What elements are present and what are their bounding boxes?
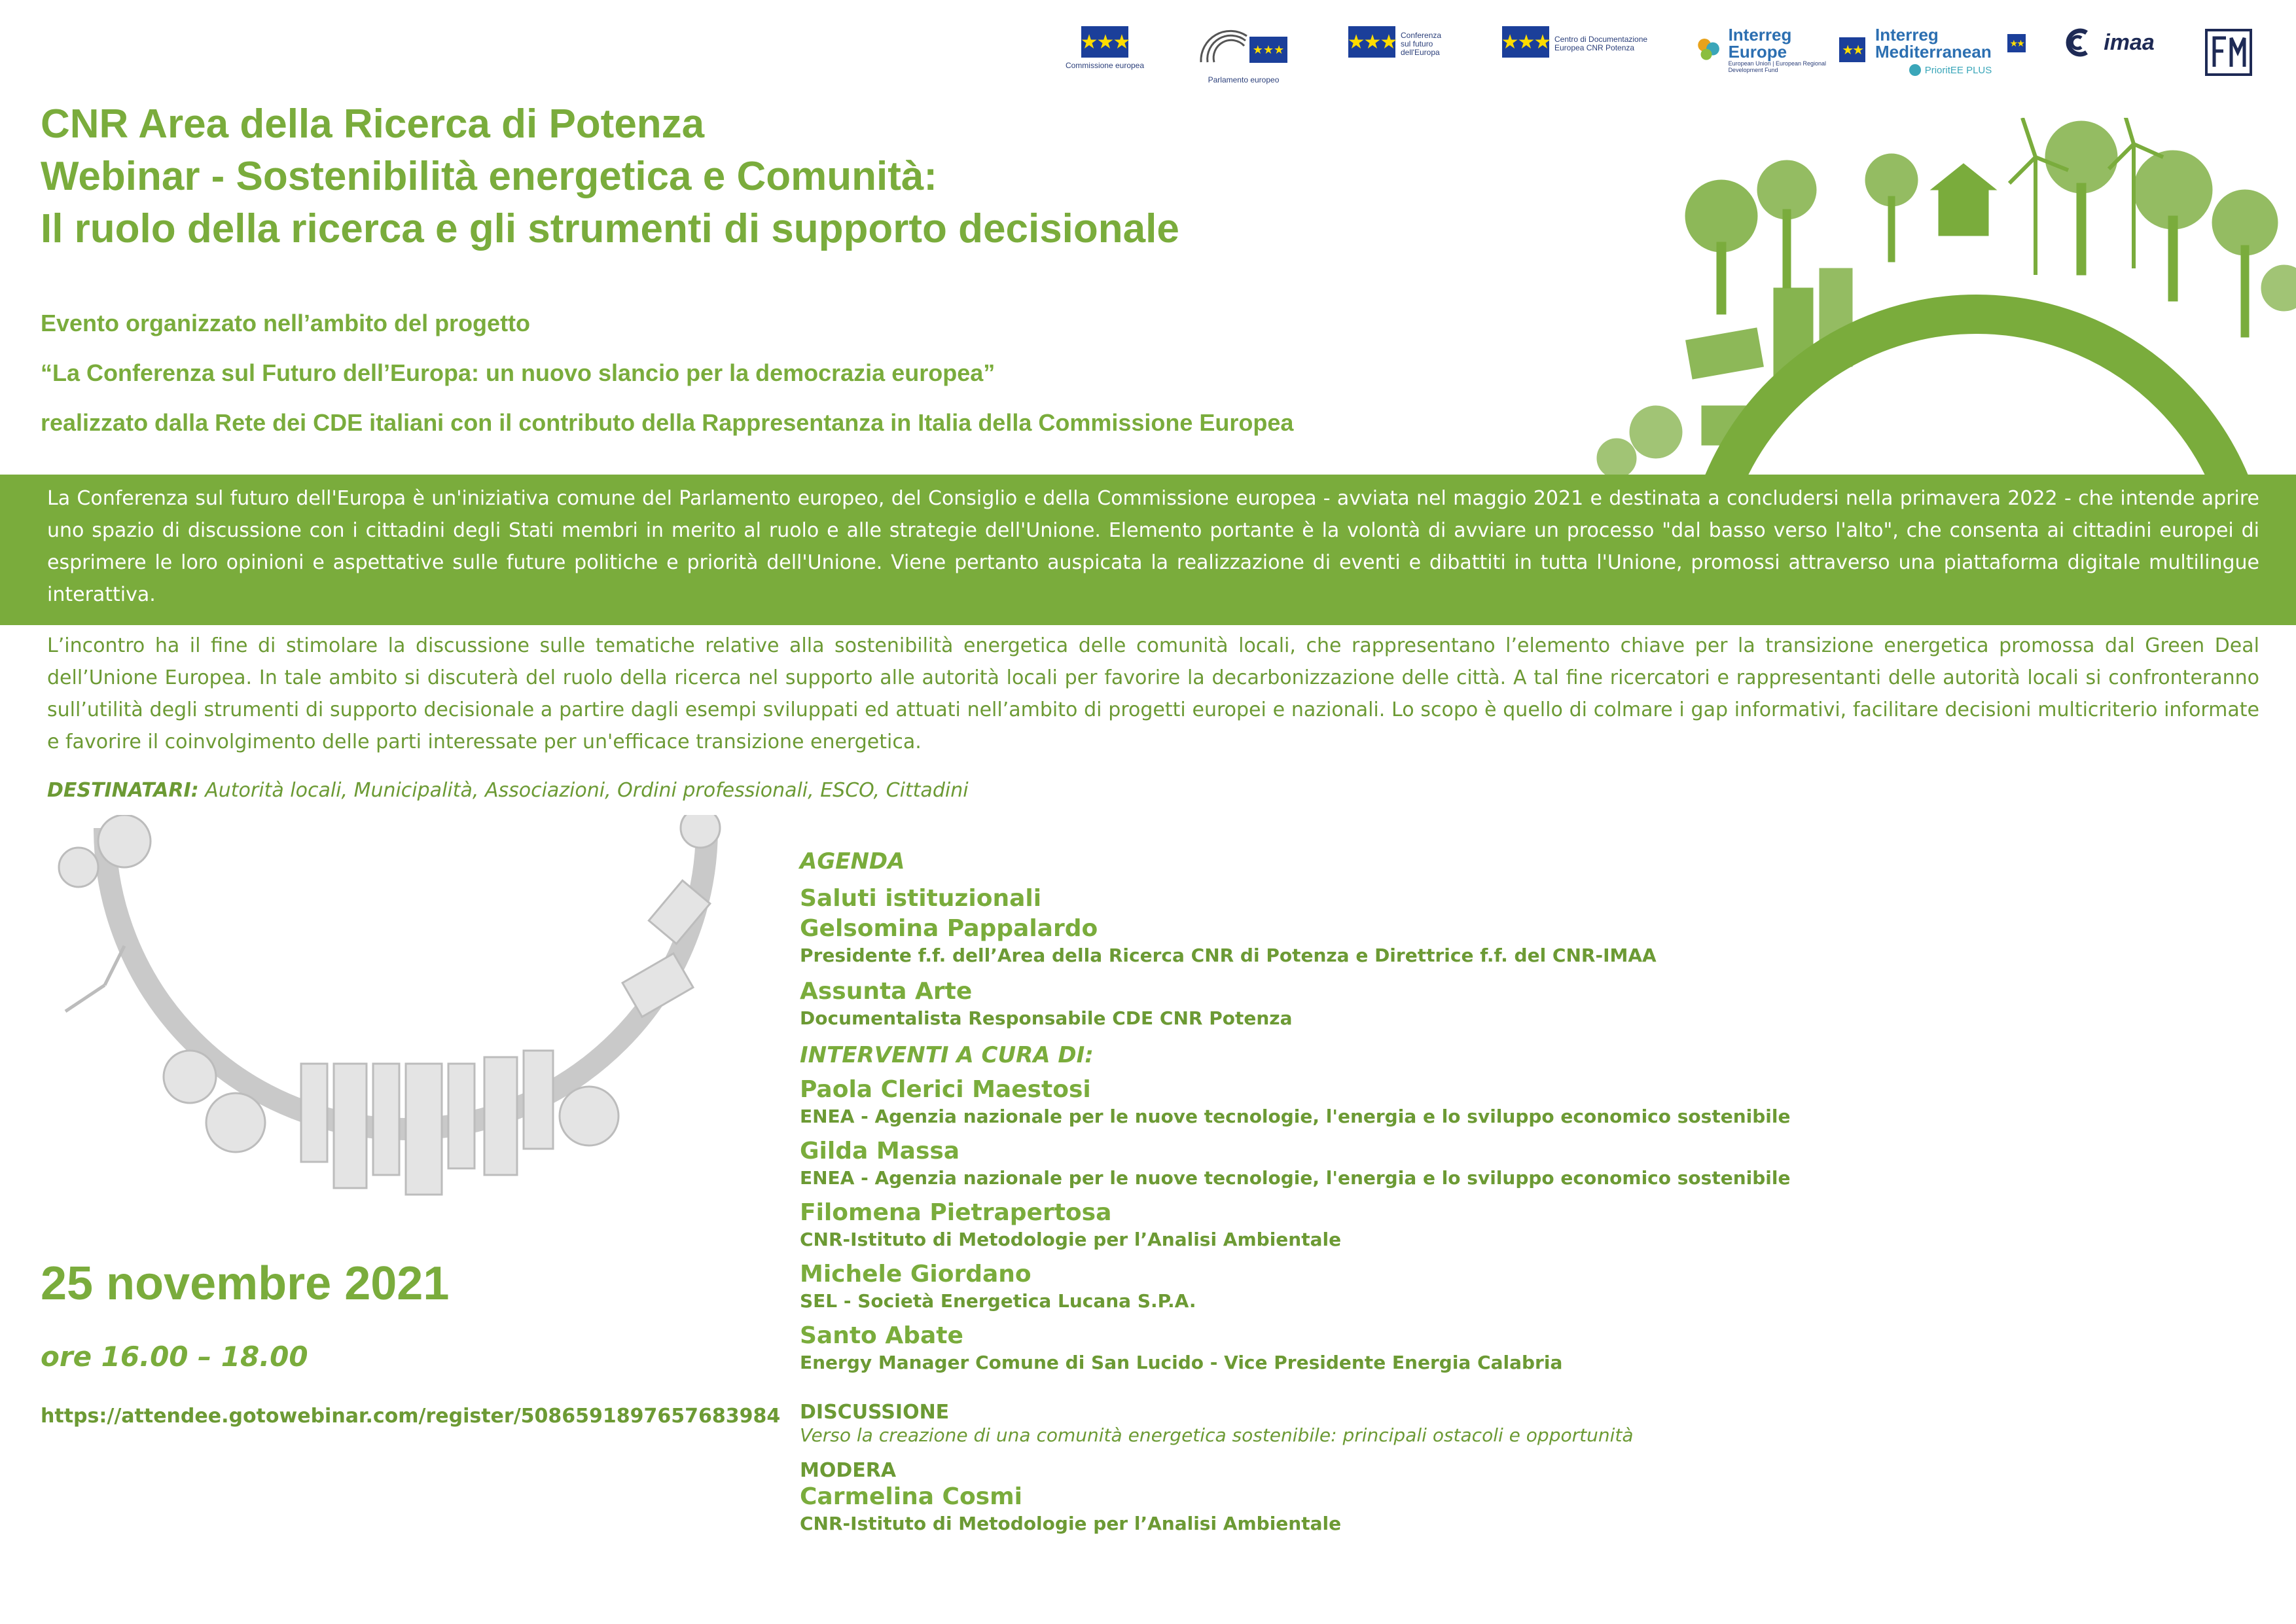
conference-future-europe-logo: ★★★ Conferenza sul futuro dell'Europa (1348, 26, 1453, 58)
project-line-2: “La Conferenza sul Futuro dell’Europa: un nuovo slancio per la democrazia europea” (41, 359, 996, 386)
partner-logos (1047, 26, 2265, 98)
title-line-2: Webinar - Sostenibilità energetica e Comunità: (41, 154, 937, 199)
tree-icon (1865, 154, 1918, 262)
speaker-role: SEL - Società Energetica Lucana S.P.A. (800, 1290, 1196, 1312)
interreg-med-logo: Interreg Mediterranean ★★ PrioritEE PLUS (1875, 26, 2026, 76)
project-line-3: realizzato dalla Rete dei CDE italiani con il contributo della Rappresentanza in Italia della Commissione Europea (41, 409, 1294, 436)
cnr-icon (2060, 26, 2100, 59)
speaker-item (800, 1075, 2043, 1128)
building-icon (1774, 288, 1813, 380)
building-icon (1820, 268, 1852, 367)
speaker-item (800, 1321, 2043, 1375)
speaker-role: Energy Manager Comune di San Lucido - Vice Presidente Energia Calabria (800, 1352, 1563, 1373)
discussion-heading: DISCUSSIONE (800, 1401, 950, 1424)
tree-icon (1685, 180, 1757, 314)
eu-flag-icon: ★★★ (1348, 26, 1395, 58)
speaker-name: Paola Clerici Maestosi (800, 1076, 1091, 1103)
page-title (41, 98, 1179, 255)
audience-label: DESTINATARI: (47, 779, 199, 802)
house-icon (1931, 164, 1996, 236)
green-planet-illustration (1525, 118, 2296, 475)
greeter-item (800, 977, 2043, 1030)
cnr-imaa-logo: imaa (2045, 26, 2170, 59)
eu-flag-icon: ★★★ (1502, 26, 1549, 58)
interreg-europe-logo: Interreg Europe European Union | European Regional Development Fund ★★ (1695, 26, 1865, 73)
speaker-name: Santo Abate (800, 1322, 963, 1349)
intro-text: La Conferenza sul futuro dell'Europa è un'iniziativa comune del Parlamento europeo, del Consiglio e della Commissione europea - avviata nel maggio 2021 e destinata a concludersi nella primavera 2022 - che intende aprire uno spazio di discussione con i cittadini degli Stati membri in merito al ruolo e alle strategie dell'Unione. Elemento portante è la volontà di avviare un processo "dal basso verso l'alto", che consenta ai cittadini europei di esprimere le loro opinioni e aspettative sulle future politiche e priorità dell'Unione. Viene pertanto auspicata la realizzazione di eventi e dibattiti in tutta l'Unione, promossi attraverso una piattaforma digitale multilingue interattiva. (47, 487, 2259, 606)
moderator-role: CNR-Istituto di Metodologie per l’Analisi Ambientale (800, 1513, 1342, 1534)
speaker-name: Filomena Pietrapertosa (800, 1199, 1112, 1226)
talks-heading: INTERVENTI A CURA DI: (800, 1042, 1094, 1068)
interreg-europe-icon (1695, 30, 1723, 69)
wind-turbine-icon (65, 946, 124, 1011)
bush-icon (98, 815, 151, 867)
eu-flag-icon: ★★ (2007, 34, 2026, 52)
speaker-role: ENEA - Agenzia nazionale per le nuove tecnologie, l'energia e lo sviluppo economico sostenibile (800, 1106, 1791, 1127)
solar-panel-icon (1686, 328, 1764, 445)
title-line-1: CNR Area della Ricerca di Potenza (41, 101, 705, 147)
european-commission-logo: ★★★ Commissione europea (1059, 26, 1151, 70)
solar-panel-icon (622, 880, 710, 1017)
bush-icon (59, 848, 98, 887)
moderator-heading: MODERA (800, 1459, 897, 1482)
ism-emblem-icon (2202, 26, 2255, 79)
tree-icon (2212, 190, 2278, 337)
event-description: L’incontro ha il fine di stimolare la discussione sulle tematiche relative alla sostenibilità energetica delle comunità locali, che rappresentano l’elemento chiave per la transizione energetica promossa dal Green Deal dell’Unione Europea. In tale ambito si discuterà del ruolo della ricerca nel supporto alle autorità locali per favorire la decarbonizzazione delle città. A tal fine ricercatori e rappresentanti delle autorità locali si confronteranno sull’utilità degli strumenti di supporto decisionale a partire dagli esempi sviluppati ed attuati nell’ambito di progetti europei e nazionali. Lo scopo è quello di colmare i gap informativi, facilitare decisioni multicriterio informate e favorire il coinvolgimento delle parti interessate per un'efficace transizione energetica. (47, 634, 2259, 753)
tree-icon (2134, 151, 2212, 301)
eu-flag-icon: ★★★ (1081, 26, 1128, 58)
bush-icon (1597, 439, 1636, 475)
speaker-item (800, 1198, 2043, 1252)
speaker-name: Gelsomina Pappalardo (800, 915, 1098, 942)
speaker-name: Michele Giordano (800, 1261, 1031, 1288)
audience-value: Autorità locali, Municipalità, Associazioni, Ordini professionali, ESCO, Cittadini (205, 779, 969, 802)
speaker-role: Documentalista Responsabile CDE CNR Potenza (800, 1007, 1293, 1029)
parliament-emblem-icon (1194, 26, 1293, 72)
audience (47, 779, 969, 802)
project-info (41, 302, 1293, 444)
speaker-role: Presidente f.f. dell’Area della Ricerca CNR di Potenza e Direttrice f.f. del CNR-IMAA (800, 945, 1657, 966)
speaker-role: ENEA - Agenzia nazionale per le nuove tecnologie, l'energia e lo sviluppo economico sostenibile (800, 1167, 1791, 1189)
bush-icon (1630, 406, 1682, 458)
bush-icon (681, 815, 720, 848)
event-date: 25 novembre 2021 (41, 1257, 450, 1310)
speaker-item (800, 1136, 2043, 1190)
prioritee-icon (1909, 64, 1921, 76)
grey-city-illustration (26, 815, 772, 1273)
tree-icon (1757, 160, 1816, 288)
project-line-1: Evento organizzato nell’ambito del progetto (41, 310, 531, 336)
intro-band (0, 475, 2296, 625)
speaker-name: Gilda Massa (800, 1138, 960, 1164)
moderator-name: Carmelina Cosmi (800, 1483, 1022, 1510)
agenda (800, 848, 2043, 1536)
greetings-heading: Saluti istituzionali (800, 885, 1042, 912)
speaker-name: Assunta Arte (800, 978, 973, 1005)
svg-text:★★★: ★★★ (1252, 43, 1285, 57)
speaker-item (800, 1259, 2043, 1313)
building-icon (301, 1051, 553, 1195)
cnr-ism-logo (2199, 26, 2258, 79)
european-parliament-logo: ★★★ Parlamento europeo (1194, 26, 1293, 84)
registration-link[interactable]: https://attendee.gotowebinar.com/register/5086591897657683984 (41, 1405, 781, 1428)
agenda-heading: AGENDA (800, 848, 905, 875)
tree-icon (2045, 121, 2117, 275)
eu-flag-icon: ★★ (1839, 37, 1865, 62)
title-line-3: Il ruolo della ricerca e gli strumenti di supporto decisionale (41, 206, 1179, 251)
discussion-text: Verso la creazione di una comunità energetica sostenibile: principali ostacoli e opportunità (800, 1424, 1634, 1446)
cde-potenza-logo: ★★★ Centro di Documentazione Europea CNR Potenza (1499, 26, 1669, 58)
greeter-item (800, 914, 2043, 967)
speaker-role: CNR-Istituto di Metodologie per l’Analisi Ambientale (800, 1229, 1342, 1250)
bush-icon (2261, 265, 2296, 311)
event-time: ore 16.00 – 18.00 (41, 1341, 308, 1373)
